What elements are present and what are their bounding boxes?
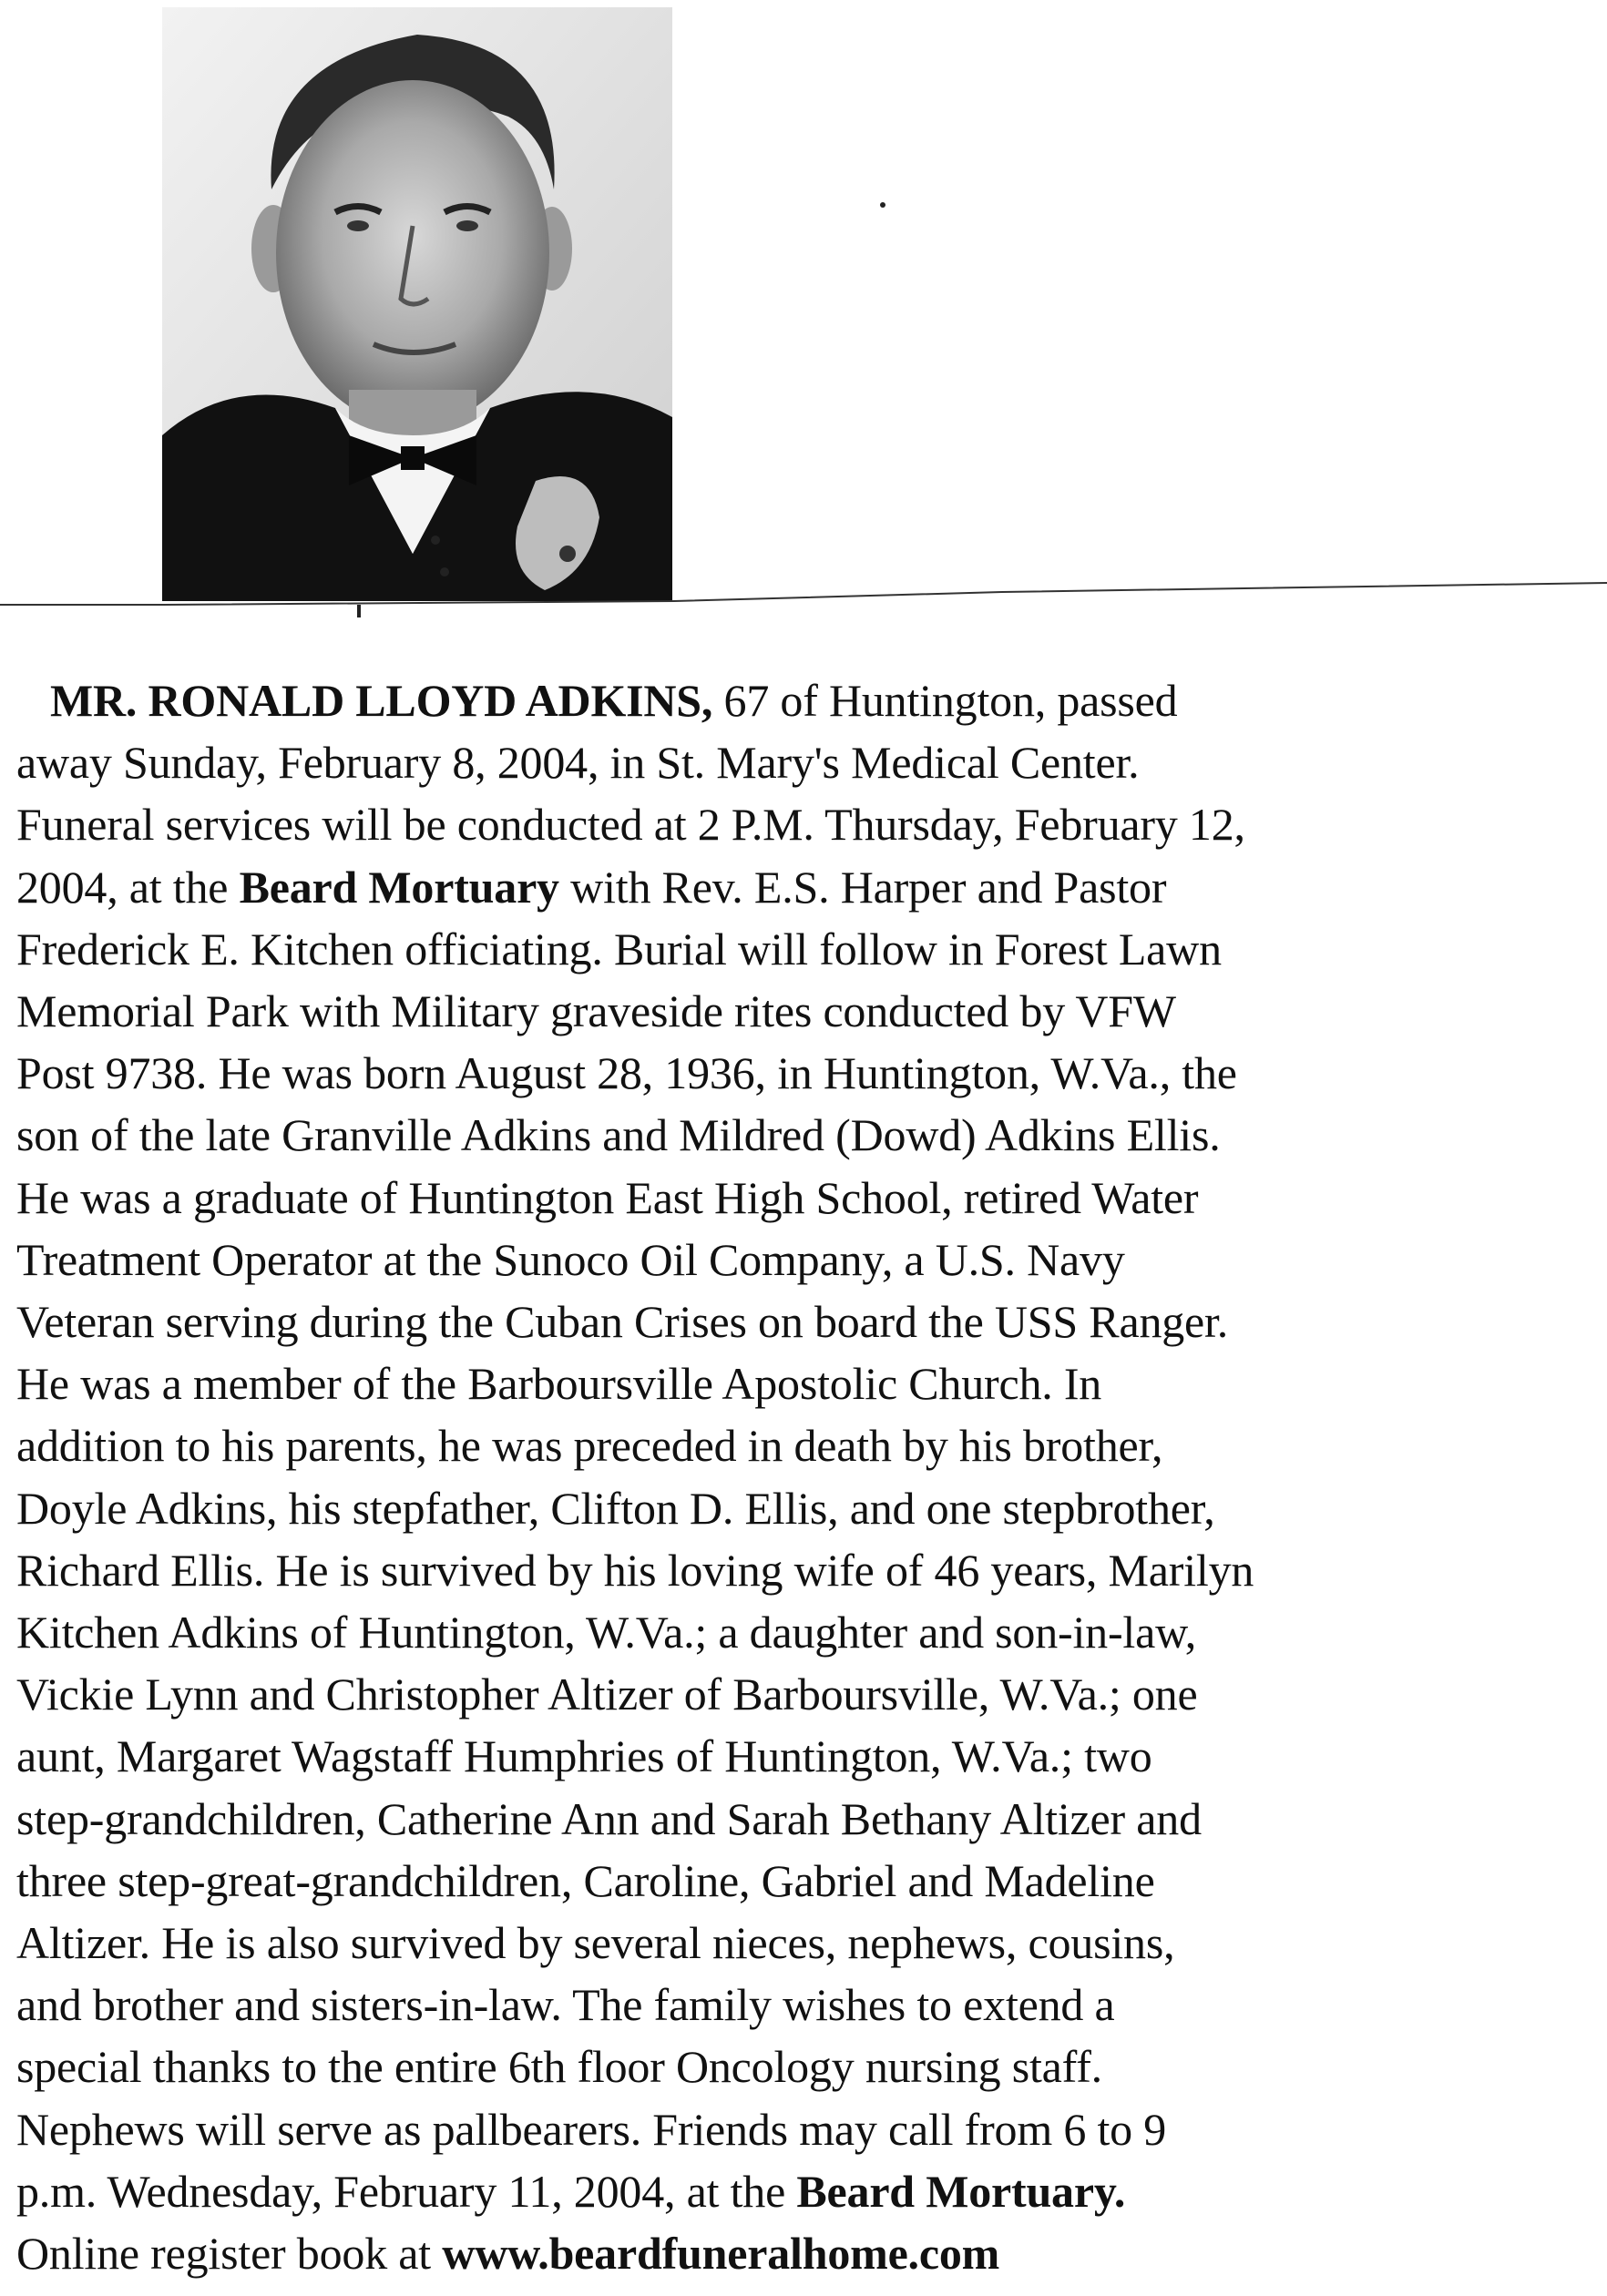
obituary-line: p.m. Wednesday, February 11, 2004, at the Beard Mortuary. [16, 2165, 1126, 2217]
scan-speck [880, 202, 885, 208]
obituary-line: Funeral services will be conducted at 2 P.M. Thursday, February 12, [16, 799, 1245, 851]
clipping-edge-line [0, 565, 1607, 619]
obituary-line: son of the late Granville Adkins and Mildred (Dowd) Adkins Ellis. [16, 1109, 1221, 1161]
obituary-line: away Sunday, February 8, 2004, in St. Mary's Medical Center. [16, 737, 1140, 789]
obituary-line: He was a member of the Barboursville Apostolic Church. In [16, 1358, 1102, 1410]
obituary-line: Veteran serving during the Cuban Crises on board the USS Ranger. [16, 1296, 1229, 1348]
obituary-line: Doyle Adkins, his stepfather, Clifton D. Ellis, and one stepbrother, [16, 1482, 1215, 1534]
obituary-line: Altizer. He is also survived by several nieces, nephews, cousins, [16, 1917, 1175, 1969]
obituary-line: Nephews will serve as pallbearers. Friends may call from 6 to 9 [16, 2103, 1167, 2155]
obituary-line: MR. RONALD LLOYD ADKINS, 67 of Huntington, passed [50, 675, 1178, 726]
obituary-line: and brother and sisters-in-law. The family wishes to extend a [16, 1979, 1115, 2031]
obituary-line: addition to his parents, he was preceded in death by his brother, [16, 1420, 1163, 1472]
obituary-line: Vickie Lynn and Christopher Altizer of Barboursville, W.Va.; one [16, 1668, 1198, 1720]
obituary-line: aunt, Margaret Wagstaff Humphries of Huntington, W.Va.; two [16, 1730, 1152, 1782]
obituary-line: step-grandchildren, Catherine Ann and Sarah Bethany Altizer and [16, 1792, 1202, 1844]
obituary-line: Memorial Park with Military graveside rites conducted by VFW [16, 985, 1176, 1037]
obituary-line: He was a graduate of Huntington East High School, retired Water [16, 1171, 1199, 1223]
mortuary-name: Beard Mortuary [239, 861, 559, 913]
obituary-line: Richard Ellis. He is survived by his loving wife of 46 years, Marilyn [16, 1544, 1254, 1596]
obituary-line: 2004, at the Beard Mortuary with Rev. E.S. Harper and Pastor [16, 861, 1167, 913]
obituary-line: special thanks to the entire 6th floor Oncology nursing staff. [16, 2041, 1102, 2093]
obituary-line: Online register book at www.beardfuneralhome.com [16, 2228, 1000, 2280]
obituary-line: Frederick E. Kitchen officiating. Burial will follow in Forest Lawn [16, 923, 1222, 975]
obituary-line: Kitchen Adkins of Huntington, W.Va.; a daughter and son-in-law, [16, 1607, 1197, 1658]
website-link[interactable]: www.beardfuneralhome.com [442, 2228, 1000, 2280]
obituary-text [16, 669, 1510, 2284]
mortuary-name: Beard Mortuary. [796, 2165, 1126, 2217]
obituary-line: Post 9738. He was born August 28, 1936, in Huntington, W.Va., the [16, 1047, 1237, 1099]
portrait-photo [162, 7, 672, 601]
obituary-line: three step-great-grandchildren, Caroline, Gabriel and Madeline [16, 1854, 1155, 1906]
obituary-line: Treatment Operator at the Sunoco Oil Company, a U.S. Navy [16, 1233, 1125, 1285]
deceased-name: MR. RONALD LLOYD ADKINS, [50, 675, 713, 726]
